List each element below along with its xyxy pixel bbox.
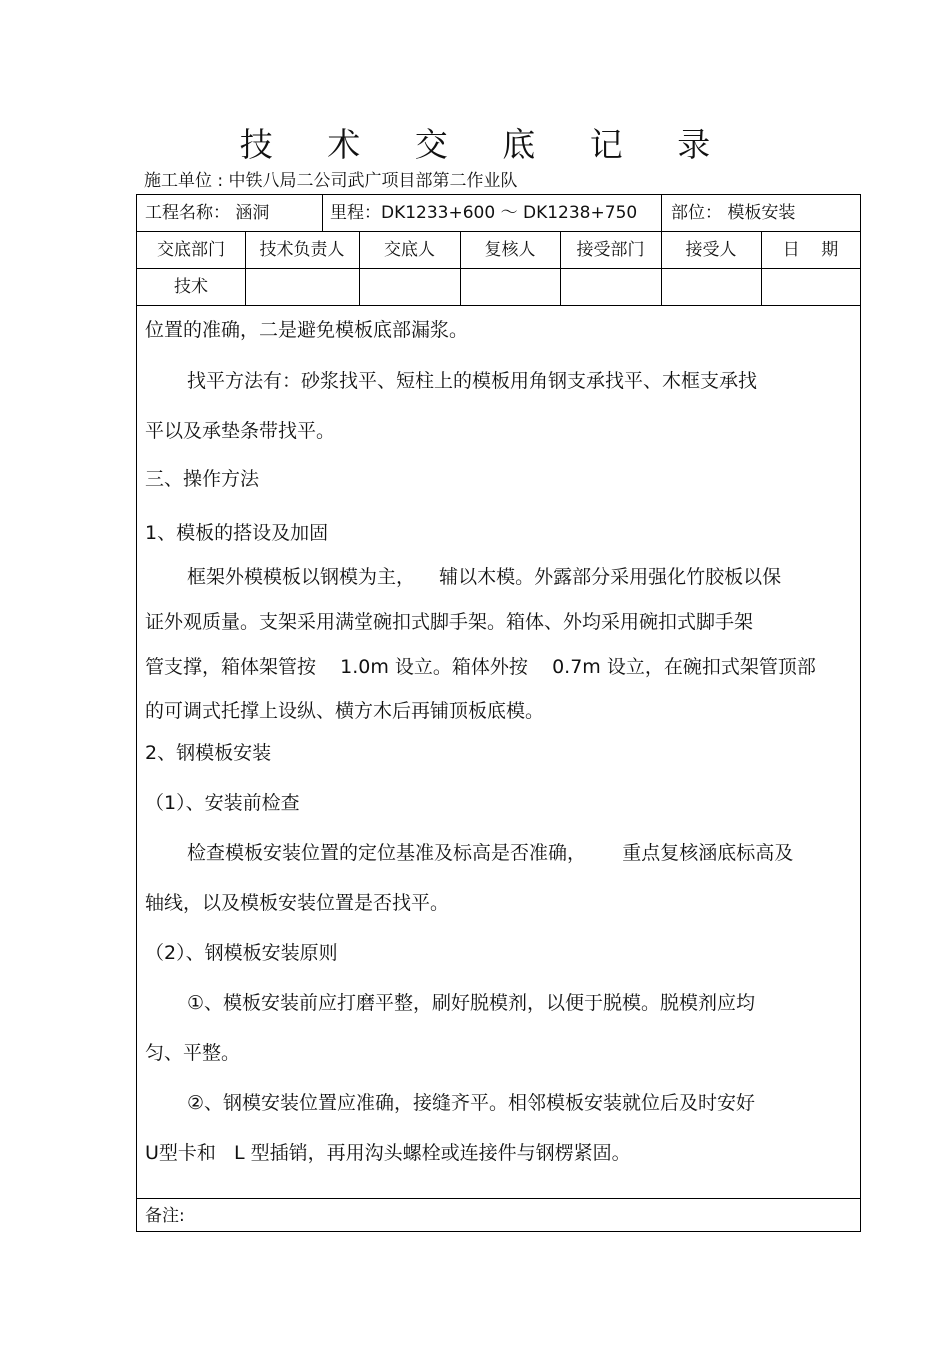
content-line: ①、模板安装前应打磨平整，刷好脱模剂，以便于脱模。脱模剂应均: [187, 992, 756, 1014]
col-divider: [661, 195, 662, 231]
value-cell: 技术: [174, 277, 208, 297]
col-header: 复核人: [484, 240, 536, 260]
content-line: 匀、平整。: [145, 1042, 241, 1064]
row-divider: [137, 1198, 860, 1199]
content-line: 轴线，以及模板安装位置是否找平。: [145, 892, 450, 914]
col-divider: [322, 195, 323, 231]
construction-unit: 施工单位 : 中铁八局二公司武广项目部第二作业队: [144, 171, 518, 191]
col-header: 技术负责人: [259, 240, 345, 260]
content-line: 位置的准确，二是避免模板底部漏浆。: [145, 319, 469, 341]
col-header: 交底部门: [157, 240, 225, 260]
col-header: 交底人: [384, 240, 435, 260]
content-line: 1、模板的搭设及加固: [145, 522, 329, 544]
project-name: 工程名称： 涵洞: [145, 203, 270, 223]
col-header: 日 期: [782, 240, 839, 260]
record-table: [136, 194, 861, 1232]
content-line: 证外观质量。支架采用满堂碗扣式脚手架。箱体、外均采用碗扣式脚手架: [145, 611, 754, 633]
content-line: 框架外模模板以钢模为主， 辅以木模。外露部分采用强化竹胶板以保: [187, 566, 782, 588]
row-divider: [137, 305, 860, 306]
content-line: （2）、钢模板安装原则: [145, 942, 338, 964]
content-line: 找平方法有：砂浆找平、短柱上的模板用角钢支承找平、木框支承找: [187, 370, 758, 392]
col-header: 接受人: [685, 240, 737, 260]
document-title: 技 术 交 底 记 录: [239, 125, 733, 164]
content-line: 检查模板安装位置的定位基准及标高是否准确， 重点复核涵底标高及: [187, 842, 794, 864]
work-position: 部位： 模板安装: [671, 203, 796, 223]
remarks-label: 备注:: [145, 1206, 185, 1226]
content-line: 的可调式托撑上设纵、横方木后再铺顶板底模。: [145, 700, 545, 722]
content-line: 2、钢模板安装: [145, 742, 272, 764]
content-line: 三、操作方法: [145, 468, 260, 490]
content-line: ②、钢模安装位置应准确，接缝齐平。相邻模板安装就位后及时安好: [187, 1092, 756, 1114]
mileage: 里程：DK1233+600 ～ DK1238+750: [330, 203, 638, 223]
content-line: U型卡和 L 型插销，再用沟头螺栓或连接件与钢楞紧固。: [145, 1142, 631, 1164]
col-header: 接受部门: [576, 240, 645, 260]
content-line: （1）、安装前检查: [145, 792, 300, 814]
content-line: 平以及承垫条带找平。: [145, 420, 336, 442]
content-line: 管支撑，箱体架管按 1.0m 设立。箱体外按 0.7m 设立，在碗扣式架管顶部: [145, 656, 816, 678]
